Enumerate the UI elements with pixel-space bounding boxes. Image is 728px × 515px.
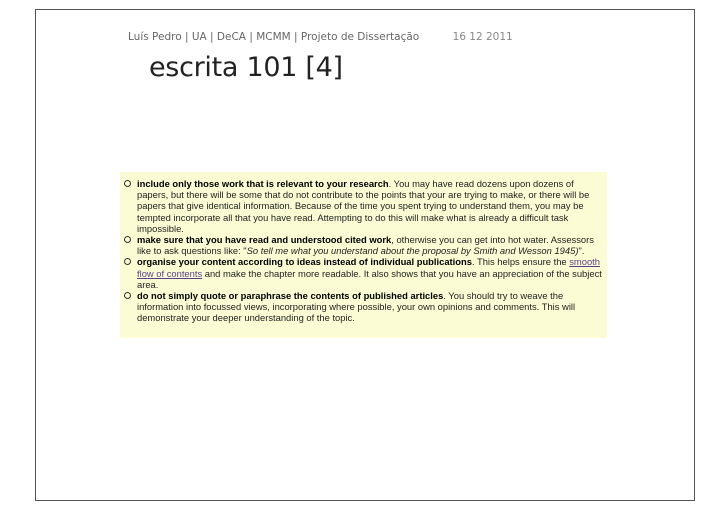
bullet-circle-icon bbox=[124, 292, 131, 299]
item-text: . You may have read dozens upon dozens of papers, but there will be some that do not contribute to the points that your are trying to make, or there will be papers that give identical information. Because of the time you spent trying to understand them, you may be tempted incorporate all that you have read. Attempting to do this will make what is already a difficult task impossible. bbox=[137, 178, 590, 234]
list-item bbox=[123, 290, 605, 324]
item-lead: include only those work that is relevant to your research bbox=[137, 178, 389, 189]
item-text: . This helps ensure the bbox=[471, 256, 570, 268]
bullet-circle-icon bbox=[124, 236, 131, 243]
list-item bbox=[123, 256, 605, 290]
item-text: . You should try to weave the information into focussed views, incorporating where possible, your own opinions and comments. This will demonstrate your deeper understanding of the topic. bbox=[137, 290, 576, 324]
list-item bbox=[123, 234, 605, 256]
header-date: 16 12 2011 bbox=[452, 31, 513, 43]
slide-title: escrita 101 [4] bbox=[149, 52, 343, 83]
item-lead: make sure that you have read and understood cited work bbox=[137, 234, 392, 246]
header-breadcrumb: Luís Pedro | UA | DeCA | MCMM | Projeto de Dissertação bbox=[128, 31, 420, 43]
item-text-after: and make the chapter more readable. It also shows that you have an appreciation of the subject area. bbox=[137, 267, 602, 290]
item-lead: organise your content according to ideas instead of individual publications bbox=[137, 256, 472, 268]
advice-list bbox=[123, 178, 605, 324]
item-text: , otherwise you can get into hot water. Assessors like to ask questions like: " bbox=[137, 234, 594, 257]
bullet-circle-icon bbox=[124, 180, 131, 187]
item-text-after: ". bbox=[578, 245, 585, 257]
screenshot-panel bbox=[120, 172, 607, 338]
bullet-circle-icon bbox=[124, 258, 131, 265]
slide-header bbox=[128, 31, 513, 43]
item-quote: So tell me what you understand about the proposal by Smith and Wesson 1945) bbox=[246, 245, 579, 257]
list-item bbox=[123, 178, 605, 234]
smooth-flow-link[interactable]: smooth flow of contents bbox=[137, 256, 600, 279]
item-lead: do not simply quote or paraphrase the contents of published articles bbox=[137, 290, 444, 302]
